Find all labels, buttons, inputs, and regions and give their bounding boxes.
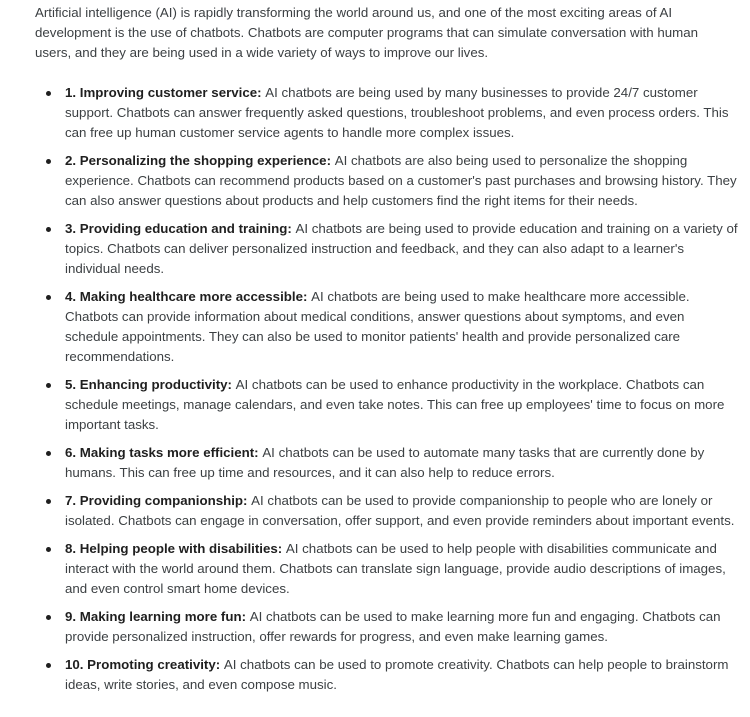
bullet-icon <box>46 663 51 668</box>
item-title: 10. Promoting creativity: <box>65 657 224 672</box>
item-text: AI chatbots can be used to provide companionship to people who are lonely or isolated. Chatbots can engage in conversation, offer support, and even provide reminders about important events. <box>65 493 735 528</box>
bullet-icon <box>46 547 51 552</box>
bullet-icon <box>46 451 51 456</box>
item-title: 4. Making healthcare more accessible: <box>65 289 312 304</box>
benefits-list <box>35 83 740 695</box>
item-text: AI chatbots can be used to enhance productivity in the workplace. Chatbots can schedule meetings, manage calendars, and even take notes. This can free up employees' time to focus on more important tasks. <box>65 377 725 432</box>
list-item <box>35 219 740 279</box>
list-item <box>35 375 740 435</box>
list-item <box>35 83 740 143</box>
bullet-icon <box>46 159 51 164</box>
item-text: AI chatbots can be used to promote creativity. Chatbots can help people to brainstorm ideas, write stories, and even compose music. <box>65 657 729 692</box>
item-title: 3. Providing education and training: <box>65 221 296 236</box>
list-item <box>35 151 740 211</box>
item-text: AI chatbots are also being used to personalize the shopping experience. Chatbots can recommend products based on a customer's past purchases and browsing history. They can also answer questions about products and help customers find the right items for their needs. <box>65 153 737 208</box>
list-item <box>35 443 740 483</box>
bullet-icon <box>46 383 51 388</box>
list-item <box>35 539 740 599</box>
bullet-icon <box>46 91 51 96</box>
item-text: AI chatbots are being used to make healthcare more accessible. Chatbots can provide information about medical conditions, answer questions about symptoms, and even schedule appointments. They can also be used to monitor patients' health and provide personalized care recommendations. <box>65 289 690 364</box>
item-title: 9. Making learning more fun: <box>65 609 250 624</box>
item-text: AI chatbots are being used by many businesses to provide 24/7 customer support. Chatbots can answer frequently asked questions, troubleshoot problems, and even process orders. This can free up human customer service agents to handle more complex issues. <box>65 85 729 140</box>
item-text: AI chatbots are being used to provide education and training on a variety of topics. Chatbots can deliver personalized instruction and feedback, and they can also adapt to a learner's individual needs. <box>65 221 738 276</box>
item-text: AI chatbots can be used to help people with disabilities communicate and interact with the world around them. Chatbots can translate sign language, provide audio descriptions of images, and even control smart home devices. <box>65 541 726 596</box>
bullet-icon <box>46 227 51 232</box>
item-title: 5. Enhancing productivity: <box>65 377 236 392</box>
item-title: 6. Making tasks more efficient: <box>65 445 263 460</box>
item-title: 2. Personalizing the shopping experience: <box>65 153 335 168</box>
bullet-icon <box>46 499 51 504</box>
list-item <box>35 287 740 367</box>
item-title: 8. Helping people with disabilities: <box>65 541 286 556</box>
bullet-icon <box>46 295 51 300</box>
bullet-icon <box>46 615 51 620</box>
item-text: AI chatbots can be used to automate many tasks that are currently done by humans. This can free up time and resources, and it can also help to reduce errors. <box>65 445 705 480</box>
item-title: 1. Improving customer service: <box>65 85 266 100</box>
item-text: AI chatbots can be used to make learning more fun and engaging. Chatbots can provide personalized instruction, offer rewards for progress, and even make learning games. <box>65 609 721 644</box>
list-item <box>35 491 740 531</box>
intro-paragraph: Artificial intelligence (AI) is rapidly transforming the world around us, and one of the most exciting areas of AI development is the use of chatbots. Chatbots are computer programs that can simulate conversation with human users, and they are being used in a wide variety of ways to improve our lives. <box>35 5 698 60</box>
list-item <box>35 655 740 695</box>
item-title: 7. Providing companionship: <box>65 493 252 508</box>
list-item <box>35 607 740 647</box>
